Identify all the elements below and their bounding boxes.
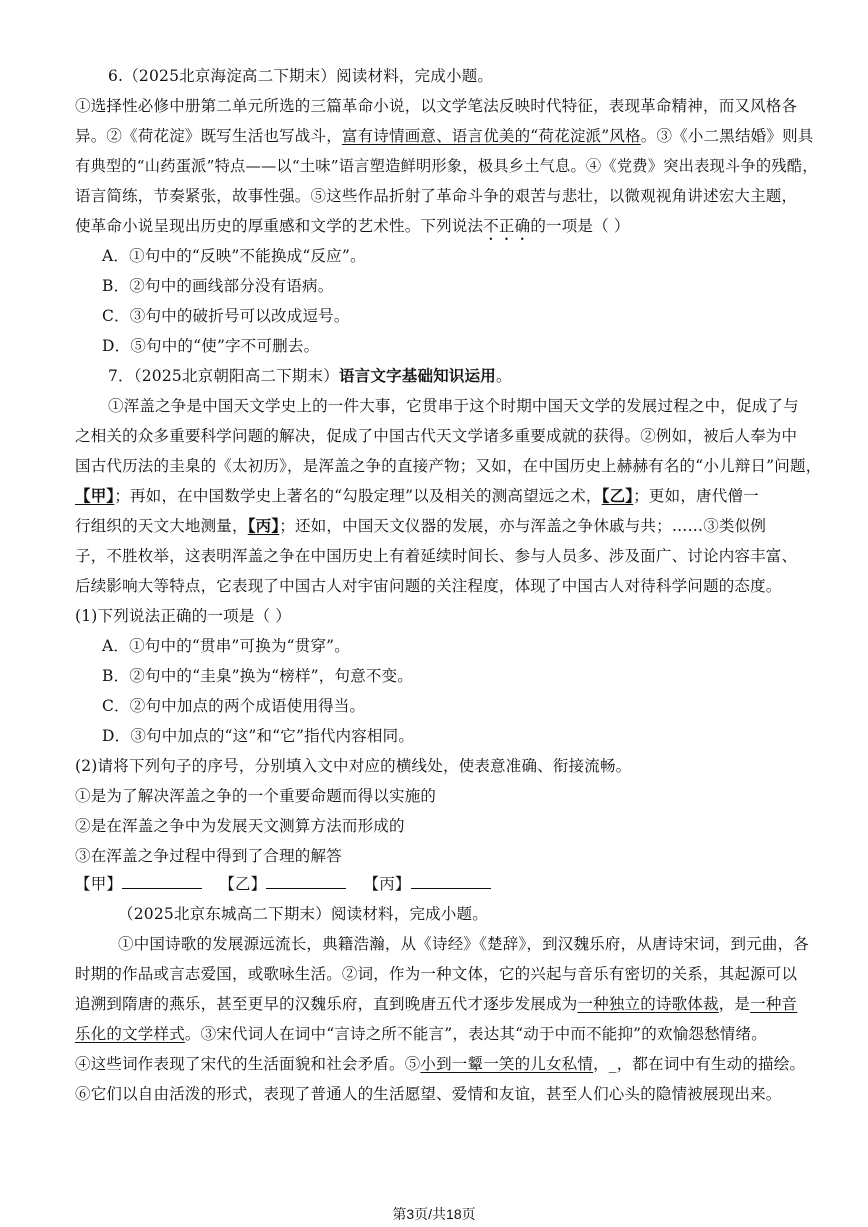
q7-paragraph-line: 后续影响大等特点，它表现了中国古人对宇宙问题的关注程度，体现了中国古人对待科学问题的态度。: [75, 577, 782, 595]
q7-sub1-prompt: (1)下列说法正确的一项是（ ）: [75, 607, 292, 625]
text-span: 使革命小说呈现出历史的厚重感和文学的艺术性。下列说法: [75, 217, 484, 235]
text-span: 7．（2025北京朝阳高二下期末）: [108, 367, 339, 385]
answer-blank-jia[interactable]: [122, 874, 202, 889]
q6-paragraph-line: ①选择性必修中册第二单元所选的三篇革命小说，以文学笔法反映时代特征，表现革命精神，而又风格各: [75, 97, 798, 115]
text-span: 行组织的天文大地测量，: [75, 517, 248, 535]
text-span: 的一项是（ ）: [530, 217, 630, 235]
q7-paragraph-line: 国古代历法的圭臬的《太初历》，是浑盖之争的直接产物；又如，在中国历史上赫赫有名的“小儿辩日”问题，: [75, 457, 822, 475]
q6-paragraph-line: [75, 125, 813, 147]
q7-paragraph-line: [75, 515, 766, 537]
q7-paragraph-line: ①浑盖之争是中国天文学史上的一件大事，它贯串于这个时期中国天文学的发展过程之中，促成了与: [108, 397, 799, 415]
q8-header: （2025北京东城高二下期末）阅读材料，完成小题。: [118, 905, 488, 923]
q7-option-a: A．①句中的“贯串”可换为“贯穿”。: [102, 637, 350, 655]
text-span: ；还如，中国天文仪器的发展，亦与浑盖之争休戚与共；……③类似例: [279, 517, 767, 535]
text-span: ，是: [718, 995, 751, 1013]
page-number-footer: 第3页/共18页: [392, 1206, 476, 1222]
q6-header: 6.（2025北京海淀高二下期末）阅读材料，完成小题。: [108, 67, 494, 85]
q6-option-b: B．②句中的画线部分没有语病。: [102, 277, 334, 295]
q8-paragraph-line: ①中国诗歌的发展源远流长，典籍浩瀚，从《诗经》《楚辞》，到汉魏乐府，从唐诗宋词，到元曲，各: [118, 935, 810, 953]
q6-option-d: D．⑤句中的“使”字不可删去。: [102, 337, 320, 355]
text-span: ；更如，唐代僧一: [633, 487, 759, 505]
q6-paragraph-line: [75, 215, 630, 244]
q7-paragraph-line: [75, 485, 759, 507]
q7-sub2-prompt: (2)请将下列句子的序号，分别填入文中对应的横线处，使表意准确、衔接流畅。: [75, 757, 632, 775]
q8-paragraph-line: [75, 1053, 805, 1075]
q7-paragraph-line: 之相关的众多重要科学问题的解决，促成了中国古代天文学诸多重要成就的获得。②例如，被后人奉为中: [75, 427, 798, 445]
q8-paragraph-line: [75, 1023, 767, 1045]
q6-paragraph-line: 语言简练，节奏紧张，故事性强。⑤这些作品折射了革命斗争的艰苦与悲壮，以微观视角讲述宏大主题，: [75, 187, 798, 205]
q6-option-c: C．③句中的破折号可以改成逗号。: [102, 307, 350, 325]
underlined-phrase: 乐化的文学样式: [75, 1025, 185, 1043]
text-span: ；再如，在中国数学史上著名的“勾股定理”以及相关的测高望远之术，: [114, 487, 602, 505]
q8-paragraph-line: [75, 993, 797, 1015]
q6-option-a: A．①句中的“反映”不能换成“反应”。: [102, 247, 366, 265]
underlined-phrase: 一种独立的诗歌体裁: [577, 995, 719, 1013]
text-span: ，_，都在词中有生动的描绘。: [593, 1055, 806, 1073]
underlined-phrase: 小到一颦一笑的儿女私情: [420, 1055, 594, 1073]
blank-label-yi: 【乙】: [219, 875, 267, 893]
emphasis-dotted: 不正确: [483, 217, 531, 235]
blank-marker-yi: 【乙】: [601, 486, 634, 505]
text-span: 。③宋代词人在词中“言诗之所不能言”，表达其“动于中而不能抑”的欢愉怨愁情绪。: [184, 1025, 767, 1043]
q7-paragraph-line: 子，不胜枚举，这表明浑盖之争在中国历史上有着延续时间长、参与人员多、涉及面广、讨论内容丰富、: [75, 547, 798, 565]
q8-paragraph-line: 时期的作品或言志爱国，或歌咏生活。②词，作为一种文体，它的兴起与音乐有密切的关系，其起源可以: [75, 965, 798, 983]
text-span: 。③《小二黑结婚》则具: [640, 127, 814, 145]
q7-header: [108, 365, 512, 387]
q7-option-d: D．③句中加点的“这”和“它”指代内容相同。: [102, 727, 415, 745]
q7-choice-1: ①是为了解决浑盖之争的一个重要命题而得以实施的: [75, 787, 437, 805]
q7-choice-3: ③在浑盖之争过程中得到了合理的解答: [75, 847, 342, 865]
section-title: 语言文字基础知识运用: [338, 366, 496, 385]
blank-label-bing: 【丙】: [363, 875, 411, 893]
q7-choice-2: ②是在浑盖之争中为发展天文测算方法而形成的: [75, 817, 405, 835]
text-span: 异。②《荷花淀》既写生活也写战斗，: [75, 127, 342, 145]
text-span: 追溯到隋唐的燕乐，甚至更早的汉魏乐府，直到晚唐五代才逐步发展成为: [75, 995, 578, 1013]
underlined-phrase: 一种音: [750, 995, 798, 1013]
q7-option-c: C．②句中加点的两个成语使用得当。: [102, 697, 366, 715]
blank-label-jia: 【甲】: [75, 875, 123, 893]
blank-marker-jia: 【甲】: [75, 486, 115, 505]
text-span: ④这些词作表现了宋代的生活面貌和社会矛盾。⑤: [75, 1055, 421, 1073]
underlined-phrase: 富有诗情画意、语言优美的“荷花淀派”风格: [341, 127, 641, 145]
text-span: 。: [495, 367, 512, 385]
answer-blank-yi[interactable]: [266, 874, 346, 889]
blank-marker-bing: 【丙】: [247, 516, 280, 535]
q6-paragraph-line: 有典型的“山药蛋派”特点——以“土味”语言塑造鲜明形象，极具乡土气息。④《党费》突出表现斗争的残酷，: [75, 157, 818, 175]
q7-answer-blanks: [75, 873, 495, 895]
answer-blank-bing[interactable]: [411, 874, 491, 889]
q8-paragraph-line: ⑥它们以自由活泼的形式，表现了普通人的生活愿望、爱情和友谊，甚至人们心头的隐情被展现出来。: [75, 1085, 782, 1103]
q7-option-b: B．②句中的“圭臬”换为“榜样”，句意不变。: [102, 667, 413, 685]
